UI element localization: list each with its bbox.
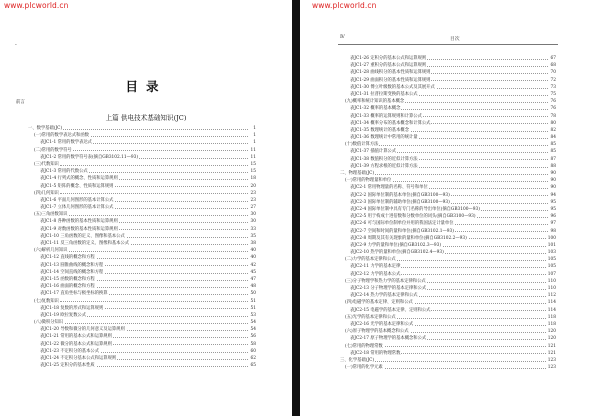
leader-dots [375, 368, 548, 369]
toc-entry-page: 90 [550, 171, 556, 176]
toc-entry-page: 51 [250, 298, 256, 304]
toc-entry-title: 表JC2-5 用于构成十进倍数和分数单位的词头(摘自GB3100—93) [350, 214, 476, 220]
toc-entry [0, 240, 292, 247]
toc-entry [300, 299, 600, 306]
toc-entry-page: 1 [253, 140, 256, 146]
toc-entry-page: 118 [547, 321, 556, 327]
toc-entry-page: 1 [253, 133, 256, 139]
right-page [300, 0, 600, 416]
toc-entry-page: 100 [547, 235, 556, 241]
toc-entry [300, 113, 600, 120]
toc-entry-title: 表JC2-13 分子物理学的基本定律和公式 [350, 286, 427, 291]
toc-entry [300, 170, 600, 177]
toc-entry [300, 148, 600, 155]
part-title: 上篇 供电技术基础知识(JC) [105, 114, 187, 122]
toc-entry [300, 278, 600, 285]
toc-entry-title: 表JC1-19 欧拉复数公式 [40, 312, 87, 318]
toc-entry [300, 263, 600, 270]
toc-entry-page: 35 [250, 233, 256, 239]
toc-entry-title: 表JC2-11 力学的基本定律 [350, 264, 401, 270]
toc-entry [0, 319, 292, 326]
leader-dots [60, 150, 248, 151]
toc-entry [300, 213, 600, 220]
toc-entry [0, 125, 292, 132]
leader-dots [375, 318, 548, 319]
toc-entry-title: (十)数值计算方法 [345, 142, 379, 148]
toc-entry [300, 328, 600, 335]
leader-dots [60, 193, 248, 194]
toc-entry [0, 312, 292, 319]
leader-dots [60, 301, 248, 302]
toc-entry-page: 67 [550, 56, 556, 61]
toc-entry-page: 1 [253, 126, 256, 131]
toc-entry-page: 76 [550, 99, 556, 105]
toc-entry-page: 72 [550, 77, 556, 83]
toc-entry [300, 314, 600, 321]
toc-entry-page: 110 [547, 286, 556, 291]
toc-entry-page: 70 [550, 70, 556, 76]
leader-dots [375, 260, 548, 261]
toc-entry [0, 154, 292, 161]
toc-entry-title: 表JC2-17 原子物理学的基本概念和公式 [350, 336, 427, 342]
toc-entry-page: 84 [550, 135, 556, 141]
toc-entry [0, 218, 292, 225]
toc-entry-page: 42 [250, 262, 256, 268]
toc-entry [300, 343, 600, 350]
toc-entry-title: 表JC1-15 函数的概念和方程 [40, 276, 95, 282]
toc-entry [300, 242, 600, 249]
toc-entry [0, 168, 292, 175]
toc-entry-title: 表JC1-23 不定积分的基本公式 [40, 348, 99, 354]
toc-entry-title: 表JC1-2 常用的数学符号表(摘自GB3102.11—93) [40, 154, 139, 160]
toc-entry [300, 335, 600, 342]
toc-entry-page: 96 [550, 214, 556, 220]
toc-entry [300, 77, 600, 84]
toc-entry [300, 62, 600, 69]
toc-entry [0, 233, 292, 240]
toc-entry-title: 表JC1-9 对数函数的基本性质和运算规则 [40, 226, 118, 232]
toc-entry [300, 177, 600, 184]
toc-entry [300, 321, 600, 328]
toc-entry [300, 134, 600, 141]
toc-entry-title: 表JC2-4 国际单位制中具有专门名称的导出单位(摘自GB3100—93) [350, 206, 480, 212]
toc-entry-title: (七)复数知识 [34, 298, 59, 304]
toc-entry [0, 139, 292, 146]
toc-entry [300, 220, 600, 227]
toc-entry-page: 123 [547, 365, 556, 371]
toc-entry-title: 表JC2-15 电磁学的基本定律、定则和公式 [350, 307, 431, 313]
toc-entry-title: 一、数学基础(JC) [28, 126, 63, 131]
toc-entry-title: 表JC2-6 可与国际单位制单位并用的我国法定计量单位 [350, 221, 454, 227]
toc-entry-page: 15 [250, 161, 256, 167]
toc-entry-title: (一)常用的化学元素 [345, 365, 383, 371]
toc-entry-page: 90 [550, 178, 556, 184]
toc-entry [0, 290, 292, 297]
toc-entry-title: (五)三角函数知识 [34, 212, 68, 218]
toc-entry-page: 33 [250, 226, 256, 232]
toc-entry [300, 156, 600, 163]
toc-entry-page: 121 [547, 350, 556, 356]
toc-entry [300, 228, 600, 235]
toc-entry [300, 105, 600, 112]
toc-entry [300, 55, 600, 62]
watermark: www.plcworld.cn [4, 1, 69, 10]
leader-dots [375, 145, 548, 146]
toc-entry-title: 表JC2-1 常用物理量的名称、符号和单位 [350, 185, 428, 191]
toc-entry [0, 362, 292, 369]
toc-entry [0, 132, 292, 139]
toc-entry-title: 表JC1-26 定积分的基本公式和运算规则 [350, 56, 427, 61]
toc-entry [0, 341, 292, 348]
toc-entry [0, 247, 292, 254]
toc-entry-title: 表JC1-18 复数的形式和运算规则 [40, 305, 104, 311]
toc-entry [300, 199, 600, 206]
toc-entry [0, 262, 292, 269]
toc-entry [300, 271, 600, 278]
toc-entry-title: 表JC1-29 曲面积分的基本性质和运算规则 [350, 77, 431, 83]
toc-entry-page: 23 [250, 197, 256, 203]
toc-entry [0, 226, 292, 233]
toc-entry-page: 98 [550, 228, 556, 234]
toc-entry-page: 120 [547, 329, 556, 335]
toc-entry-title: (七)常用的物理常数 [345, 343, 383, 349]
toc-entry-title: 表JC1-39 方程求根的近似计算方法 [350, 163, 418, 169]
toc-entry-title: (八)微积分知识 [34, 320, 64, 326]
toc-entry-title: 表JC2-16 光学的基本定律和公式 [350, 321, 414, 327]
toc-entry-title: 表JC2-3 国际单位制的辅助单位(摘自GB3100—93) [350, 199, 450, 205]
toc-entry-page: 107 [547, 271, 556, 277]
leader-dots [375, 152, 548, 153]
toc-entry-page: 85 [550, 142, 556, 148]
toc-entry-page: 103 [547, 250, 556, 256]
toc-entry [300, 141, 600, 148]
toc-entry-page: 40 [250, 255, 256, 261]
toc-entry-page: 18 [250, 176, 256, 182]
toc-entry [0, 305, 292, 312]
toc-entry-title: (二)力学的基本定律和公式 [345, 257, 396, 263]
toc-entry-title: 表JC2-14 热力学的基本定律和公式 [350, 293, 418, 299]
toc-entry-page: 75 [550, 91, 556, 97]
toc-entry [300, 192, 600, 199]
header-rule [338, 44, 558, 45]
toc-entry-title: 表JC1-22 微分的基本公式和运算规则 [40, 341, 112, 347]
toc-entry-title: (六)解析几何知识 [34, 248, 68, 254]
toc-entry-title: 表JC2-2 国际单位制的基本单位(摘自GB3100—93) [350, 192, 450, 198]
running-head-page-number: Ⅳ [340, 35, 345, 40]
leader-dots [60, 129, 248, 130]
toc-entry-page: 101 [547, 242, 556, 248]
toc-entry [0, 348, 292, 355]
toc-entry-title: 表JC1-25 定积分的基本性质 [40, 363, 95, 369]
toc-entry-title: 表JC1-28 曲线积分的基本性质和运算规则 [350, 70, 431, 76]
toc-entry [300, 249, 600, 256]
toc-entry-page: 53 [250, 312, 256, 318]
toc-entry-title: 表JC1-24 不定积分基本公式和运算规则 [40, 356, 117, 361]
toc-entry-page: 58 [250, 341, 256, 347]
page-title: 目录 [125, 79, 167, 94]
toc-entry-title: 表JC2-7 空间和时间的量和单位(摘自GB3102.1—93) [350, 228, 454, 234]
toc-entry-page: 11 [250, 154, 256, 160]
toc-entry-title: 表JC1-35 数理统计的基本概念 [350, 127, 409, 133]
toc-entry-title: 表JC1-4 行列式的概念、性质和运算规则 [40, 176, 118, 182]
toc-entry-page: 94 [550, 192, 556, 198]
toc-entry [0, 298, 292, 305]
toc-entry [0, 333, 292, 340]
toc-entry-title: 表JC1-7 立体几何图形的基本计算公式 [40, 205, 114, 211]
toc-entry-page: 47 [250, 276, 256, 282]
toc-entry-title: 表JC1-6 平面几何图形的基本计算公式 [40, 197, 114, 203]
leader-dots [375, 361, 548, 362]
toc-entry-title: 三、化学基础(JC) [340, 357, 375, 363]
running-head-title: 目次 [450, 37, 460, 42]
toc-list [300, 55, 600, 371]
toc-entry [300, 292, 600, 299]
leader-dots [375, 174, 548, 175]
toc-entry-title: (一)常用的物理量和单位 [345, 178, 392, 184]
toc-entry [300, 357, 600, 364]
preface-entry: 前言 [16, 100, 25, 105]
toc-entry-title: 表JC1-20 导数和微分的几何意义及运算规则 [40, 327, 125, 333]
toc-entry [300, 69, 600, 76]
toc-entry-page: 121 [547, 343, 556, 349]
toc-entry-title: 表JC1-30 傅立叶级数的基本公式及其展开式 [350, 84, 435, 90]
toc-entry-page: 54 [250, 327, 256, 333]
toc-entry [0, 254, 292, 261]
toc-entry-page: 65 [250, 363, 256, 369]
toc-entry [300, 235, 600, 242]
toc-entry [0, 197, 292, 204]
toc-entry-title: 表JC1-16 曲面的概念和方程 [40, 284, 95, 290]
toc-entry [300, 364, 600, 371]
toc-entry-title: (四)几何知识 [34, 190, 59, 196]
toc-entry-page: 90 [550, 185, 556, 191]
toc-entry-page: 112 [547, 293, 556, 299]
toc-entry-title: 表JC2-12 力学的基本公式 [350, 271, 401, 277]
toc-entry [300, 84, 600, 91]
toc-entry-title: 表JC1-32 概率的基本概念 [350, 106, 401, 112]
toc-entry-page: 20 [250, 183, 256, 189]
leader-dots [375, 346, 548, 347]
toc-entry-title: (一)常用的数学表达式和函数 [34, 133, 89, 139]
toc-entry-title: (二)常用的数学符号 [34, 147, 72, 153]
toc-entry [300, 285, 600, 292]
toc-entry-page: 30 [250, 219, 256, 225]
toc-entry-title: (五)光学的基本定律和公式 [345, 314, 396, 320]
toc-entry-page: 120 [547, 336, 556, 342]
toc-entry [300, 184, 600, 191]
toc-entry-page: 95 [550, 199, 556, 205]
toc-entry-page: 62 [250, 356, 256, 361]
toc-entry-title: 表JC1-14 空间直线的概念和方程 [40, 269, 104, 275]
toc-entry [300, 206, 600, 213]
toc-entry-page: 68 [550, 63, 556, 69]
toc-entry-page: 51 [250, 305, 256, 311]
running-head [300, 35, 600, 43]
toc-entry-page: 114 [547, 300, 556, 306]
toc-entry-title: (三)分子物理学和热力学的基本定律和公式 [345, 278, 426, 284]
toc-entry-title: 二、物理基础(JC) [340, 171, 375, 176]
toc-entry-page: 80 [550, 120, 556, 126]
toc-entry-title: 表JC1-1 常用的数学表达式 [40, 140, 92, 146]
toc-entry-title: 表JC1-21 常用的基本公式和运算规则 [40, 334, 112, 340]
leader-dots [60, 165, 248, 166]
toc-entry-page: 45 [250, 269, 256, 275]
toc-entry-title: (三)代数知识 [34, 161, 59, 167]
toc-entry-page: 78 [550, 113, 556, 119]
toc-entry-page: 88 [550, 163, 556, 169]
book-gutter [292, 0, 300, 416]
toc-entry-title: 表JC1-10 三角函数的定义、图像和基本公式 [40, 233, 125, 239]
toc-entry [0, 283, 292, 290]
toc-entry [0, 326, 292, 333]
toc-entry-page: 105 [547, 257, 556, 263]
toc-entry-page: 23 [250, 190, 256, 196]
toc-entry-page: 54 [250, 320, 256, 326]
leader-dots [60, 215, 248, 216]
toc-entry [0, 147, 292, 154]
toc-entry-title: 表JC1-31 拉普拉斯变换的基本公式 [350, 91, 418, 97]
toc-entry-page: 60 [250, 348, 256, 354]
toc-entry-title: 表JC1-17 直角坐标与极坐标的换算 [40, 291, 108, 297]
toc-entry-page: 85 [550, 149, 556, 155]
toc-entry [0, 269, 292, 276]
toc-entry-page: 97 [550, 221, 556, 227]
toc-entry [300, 98, 600, 105]
left-page [0, 0, 292, 416]
toc-entry-page: 38 [250, 241, 256, 246]
toc-entry-page: 118 [547, 314, 556, 320]
toc-entry-page: 95 [550, 206, 556, 212]
corner-mark: · [15, 42, 17, 49]
toc-entry [0, 190, 292, 197]
toc-entry [0, 355, 292, 362]
toc-entry-title: 表JC1-8 各种函数的基本性质和运算规则 [40, 219, 118, 225]
toc-entry-page: 30 [250, 212, 256, 218]
toc-entry-page: 82 [550, 127, 556, 133]
toc-entry-title: 表JC1-36 数理统计中常用的统计量 [350, 135, 418, 141]
toc-entry [0, 175, 292, 182]
toc-entry [300, 91, 600, 98]
watermark: www.plcworld.cn [312, 1, 377, 10]
toc-entry [0, 276, 292, 283]
toc-entry [300, 307, 600, 314]
toc-entry [300, 350, 600, 357]
toc-entry-title: 表JC1-27 重积分的基本公式和运算规则 [350, 63, 427, 69]
toc-entry-title: 表JC1-11 反三角函数的定义、图像和基本公式 [40, 241, 130, 246]
toc-entry [300, 120, 600, 127]
toc-entry-title: 表JC2-9 力学的量和单位(摘自GB3102.3—93) [350, 242, 442, 248]
toc-entry-page: 27 [250, 205, 256, 211]
leader-dots [375, 181, 548, 182]
toc-entry-title: 表JC1-34 概率分布的基本概念和计算公式 [350, 120, 431, 126]
toc-entry-page: 11 [250, 147, 256, 153]
toc-entry-page: 48 [250, 284, 256, 290]
leader-dots [60, 316, 248, 317]
toc-entry-page: 87 [550, 156, 556, 162]
toc-entry [300, 127, 600, 134]
toc-entry-title: 表JC2-8 周期及其有关现象的量和单位(摘自GB3102.2—93) [350, 235, 467, 241]
toc-entry-page: 73 [550, 84, 556, 90]
toc-entry-title: 表JC2-18 常用的物理常数 [350, 350, 401, 356]
leader-dots [60, 251, 248, 252]
toc-entry-page: 110 [547, 278, 556, 284]
toc-entry [0, 161, 292, 168]
toc-entry-page: 76 [550, 106, 556, 112]
toc-entry-page: 50 [250, 291, 256, 297]
toc-entry-title: (九)概率和统计知识的基本概念 [345, 99, 405, 105]
toc-entry-page: 123 [547, 357, 556, 363]
toc-entry-title: 表JC1-12 直线的概念和方程 [40, 255, 95, 261]
toc-entry-title: 表JC1-33 概率的运算规则和计算公式 [350, 113, 422, 119]
toc-entry-page: 56 [250, 334, 256, 340]
toc-entry [0, 204, 292, 211]
leader-dots [60, 323, 248, 324]
toc-entry-title: (六)原子物理学的基本概念和公式 [345, 329, 409, 335]
toc-entry-title: (四)电磁学的基本定律、定则和公式 [345, 300, 413, 306]
toc-entry [0, 183, 292, 190]
toc-entry-title: 表JC1-5 矩阵的概念、性质和运算规则 [40, 183, 114, 189]
toc-entry-page: 15 [250, 169, 256, 175]
toc-entry-title: 表JC1-37 插值计算公式 [350, 149, 397, 155]
toc-entry [0, 211, 292, 218]
toc-entry [300, 256, 600, 263]
toc-entry-title: 表JC1-38 数值积分的近似计算方法 [350, 156, 418, 162]
toc-entry-title: 表JC1-13 圆锥曲线的概念和方程 [40, 262, 104, 268]
toc-list [0, 125, 292, 369]
toc-entry-page: 40 [250, 248, 256, 254]
toc-entry-title: 表JC1-3 常用的代数公式 [40, 169, 88, 175]
toc-entry-title: 表JC2-10 热学的量和单位(摘自GB3102.4—93) [350, 250, 444, 256]
toc-entry-page: 114 [547, 307, 556, 313]
toc-entry [300, 163, 600, 170]
toc-entry-page: 105 [547, 264, 556, 270]
